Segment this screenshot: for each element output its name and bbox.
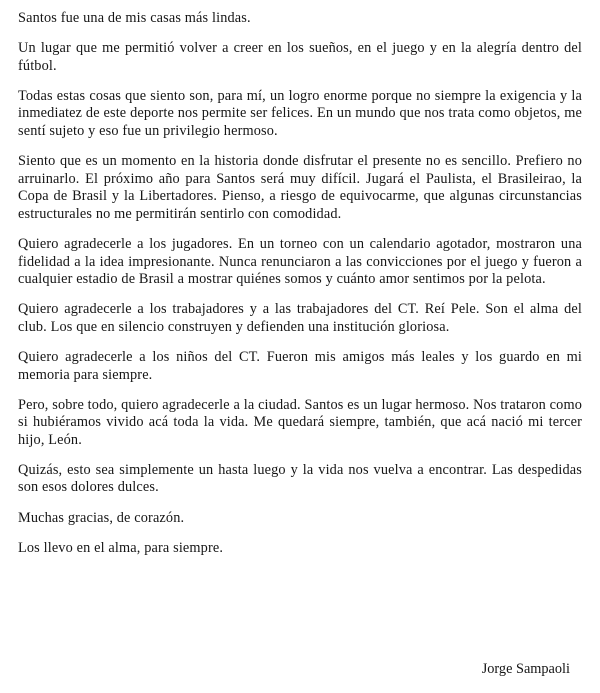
letter-paragraph: Pero, sobre todo, quiero agradecerle a la ciudad. Santos es un lugar hermoso. Nos trataron como si hubiéramos vivido acá toda la vida. Me quedará siempre, también, que acá nació mi tercer hijo, León. — [18, 396, 582, 448]
letter-paragraph: Todas estas cosas que siento son, para mí, un logro enorme porque no siempre la exigencia y la inmediatez de este deporte nos permite ser felices. En un mundo que nos trata como objetos, me sentí sujeto y eso fue un privilegio hermoso. — [18, 87, 582, 139]
letter-paragraph: Muchas gracias, de corazón. — [18, 509, 185, 526]
letter-paragraph: Santos fue una de mis casas más lindas. — [18, 10, 251, 26]
letter-paragraph: Quiero agradecerle a los trabajadores y a las trabajadores del CT. Reí Pele. Son el alma del club. Los que en silencio construyen y defienden una institución gloriosa. — [18, 301, 582, 335]
letter-paragraph: Un lugar que me permitió volver a creer en los sueños, en el juego y en la alegría dentro del fútbol. — [18, 40, 582, 74]
letter-paragraph: Quiero agradecerle a los jugadores. En un torneo con un calendario agotador, mostraron una fidelidad a la idea impresionante. Nunca renunciaron a las convicciones por el juego y fueron a cualquier estadio de Brasil a mostrar quiénes somos y cuánto amor sentimos por la pelota. — [18, 235, 582, 288]
letter-body — [18, 10, 582, 557]
letter-paragraph: Siento que es un momento en la historia donde disfrutar el presente no es sencillo. Prefiero no arruinarlo. El próximo año para Santos será muy difícil. Jugará el Paulista, el Brasileirao, la Copa de Brasil y la Libertadores. Pienso, a riesgo de equivocarme, que algunas circunstancias estructurales no me permitirán sentirlo con comodidad. — [18, 153, 582, 222]
letter-paragraph: Quizás, esto sea simplemente un hasta luego y la vida nos vuelva a encontrar. Las despedidas son esos dolores dulces. — [18, 461, 582, 496]
signature-block — [18, 660, 582, 685]
letter-paragraph: Quiero agradecerle a los niños del CT. Fueron mis amigos más leales y los guardo en mi memoria para siempre. — [18, 348, 582, 383]
signature-name: Jorge Sampaoli — [481, 661, 570, 678]
letter-paragraph: Los llevo en el alma, para siempre. — [18, 539, 224, 556]
